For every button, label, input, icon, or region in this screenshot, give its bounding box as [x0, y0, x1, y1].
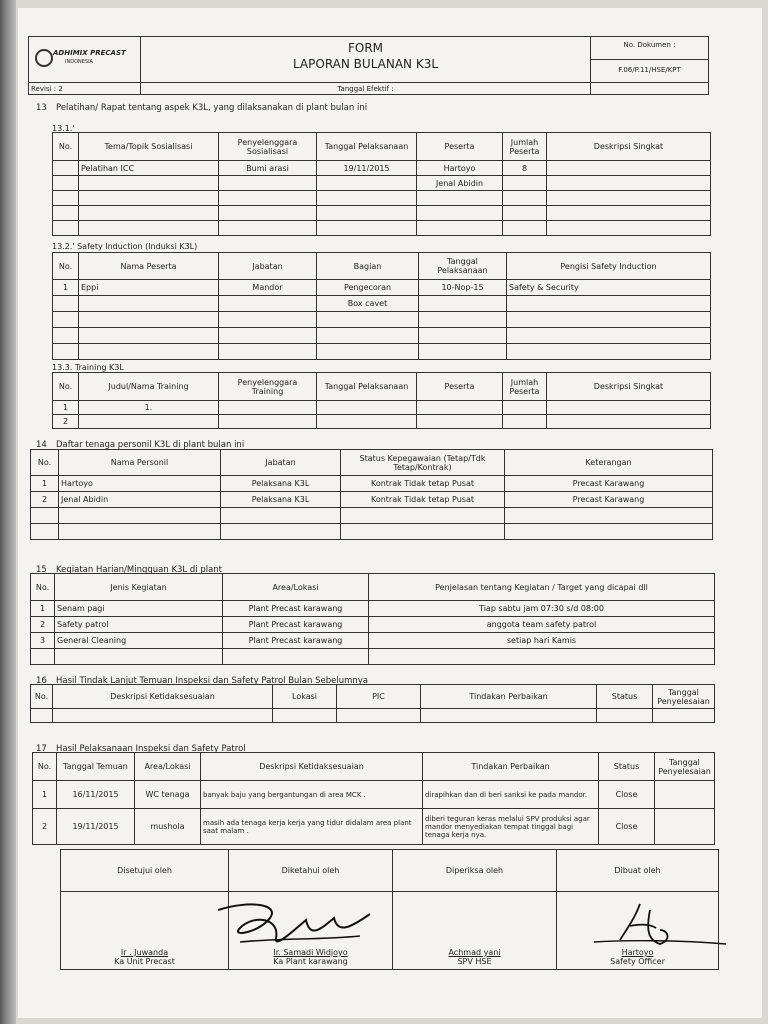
- section-15-title: Kegiatan Harian/Mingguan K3L di plant: [56, 565, 223, 575]
- training-table: [52, 132, 711, 236]
- col-no: No.: [31, 574, 55, 601]
- form-label: FORM: [347, 41, 384, 55]
- logo-icon: [35, 49, 53, 67]
- doc-number-label: No. Dokumen :: [591, 41, 708, 60]
- col-status: Status: [597, 685, 653, 709]
- col-action: Tindakan Perbaikan: [423, 753, 599, 781]
- section-13-1-label: 13.1.': [52, 124, 75, 133]
- table-row: 1 Senam pagi Plant Precast karawang Tiap sabtu jam 07:30 s/d 08:00: [31, 601, 715, 617]
- col-no: No.: [53, 253, 79, 280]
- induction-table: [52, 252, 711, 360]
- table-row: [53, 191, 711, 206]
- form-title: LAPORAN BULANAN K3L: [292, 57, 439, 71]
- col-position: Jabatan: [221, 450, 341, 476]
- col-section: Bagian: [317, 253, 419, 280]
- revision: Revisi : 2: [29, 83, 141, 95]
- col-no: No.: [33, 753, 57, 781]
- checker-name: Achmad yani: [448, 948, 501, 957]
- acknowledger-name: Ir. Samadi Widjoyo: [273, 948, 348, 957]
- col-inductor: Pengisi Safety Induction: [507, 253, 711, 280]
- signature-mark-safety-officer: [590, 900, 730, 954]
- signature-mark-plant-head: [210, 898, 380, 956]
- col-area: Area/Lokasi: [223, 574, 369, 601]
- section-17-title: Hasil Pelaksanaan Inspeksi dan Safety Patrol: [56, 744, 246, 754]
- col-name: Nama Peserta: [79, 253, 219, 280]
- section-13-2-label: 13.2.' Safety Induction (Induksi K3L): [52, 242, 198, 251]
- section-15-number: 15: [36, 565, 47, 575]
- col-organizer: Penyelenggara Training: [219, 373, 317, 401]
- table-row: 3 General Cleaning Plant Precast karawang setiap hari Kamis: [31, 633, 715, 649]
- col-no: No.: [53, 373, 79, 401]
- section-14-number: 14: [36, 440, 47, 450]
- section-17-number: 17: [36, 744, 47, 754]
- table-row: 1 1.: [53, 401, 711, 415]
- col-description: Deskripsi Singkat: [547, 373, 711, 401]
- table-row: [31, 508, 713, 524]
- approved-by-label: Disetujui oleh: [61, 850, 229, 892]
- col-completion-date: Tanggal Penyelesaian: [655, 753, 715, 781]
- training-k3l-table: [52, 372, 711, 429]
- table-row: 1 16/11/2015 WC tenaga banyak baju yang bergantungan di area MCK . dirapihkan dan di beri sanksi ke pada mandor. Close: [33, 781, 715, 809]
- col-pic: PIC: [337, 685, 421, 709]
- approver-title: Ka Unit Precast: [114, 957, 175, 966]
- logo-cell: [29, 37, 141, 83]
- col-area: Area/Lokasi: [135, 753, 201, 781]
- col-status: Status: [599, 753, 655, 781]
- col-activity: Jenis Kegiatan: [55, 574, 223, 601]
- section-13-title: Pelatihan/ Rapat tentang aspek K3L, yang dilaksanakan di plant bulan ini: [56, 103, 368, 113]
- col-title: Judul/Nama Training: [79, 373, 219, 401]
- activities-table: [30, 573, 715, 665]
- inspection-table: [32, 752, 715, 845]
- header-table: [28, 36, 709, 95]
- section-16-number: 16: [36, 676, 47, 686]
- followup-table: [30, 684, 715, 723]
- table-row: 1 Hartoyo Pelaksana K3L Kontrak Tidak tetap Pusat Precast Karawang: [31, 476, 713, 492]
- table-row: 2: [53, 415, 711, 429]
- approver-name: Ir . Juwanda: [120, 948, 169, 957]
- table-row: [53, 328, 711, 344]
- table-row: 2 Jenal Abidin Pelaksana K3L Kontrak Tidak tetap Pusat Precast Karawang: [31, 492, 713, 508]
- table-row: Jenal Abidin: [53, 176, 711, 191]
- maker-name: Hartoyo: [621, 948, 654, 957]
- section-14-title: Daftar tenaga personil K3L di plant bulan ini: [56, 440, 245, 450]
- logo-text: ADHIMIX PRECAST: [53, 49, 126, 57]
- table-row: [31, 649, 715, 665]
- section-16-title: Hasil Tindak Lanjut Temuan Inspeksi dan Safety Patrol Bulan Sebelumnya: [56, 676, 369, 686]
- title-cell: [141, 37, 591, 83]
- col-completion-date: Tanggal Penyelesaian: [653, 685, 715, 709]
- acknowledged-by-label: Diketahui oleh: [229, 850, 393, 892]
- col-date: Tanggal Pelaksanaan: [317, 373, 417, 401]
- doc-cell: [591, 37, 709, 83]
- col-explanation: Penjelasan tentang Kegiatan / Target yang dicapai dll: [369, 574, 715, 601]
- table-row: Pelatihan ICC Bumi arasi 19/11/2015 Hartoyo 8: [53, 161, 711, 176]
- col-date: Tanggal Pelaksanaan: [419, 253, 507, 280]
- col-no: No.: [31, 450, 59, 476]
- col-notes: Keterangan: [505, 450, 713, 476]
- table-row: [53, 206, 711, 221]
- table-row: [31, 524, 713, 540]
- checker-block: [393, 892, 557, 970]
- section-13-3-label: 13.3. Training K3L: [52, 363, 124, 372]
- personnel-table: [30, 449, 713, 540]
- col-date: Tanggal Pelaksanaan: [317, 133, 417, 161]
- col-location: Lokasi: [273, 685, 337, 709]
- col-status: Status Kepegawaian (Tetap/Tdk Tetap/Kontrak): [341, 450, 505, 476]
- col-description: Deskripsi Ketidaksesuaian: [53, 685, 273, 709]
- col-finding-date: Tanggal Temuan: [57, 753, 135, 781]
- col-no: No.: [53, 133, 79, 161]
- col-organizer: Penyelenggara Sosialisasi: [219, 133, 317, 161]
- col-participant: Peserta: [417, 133, 503, 161]
- effective-date: Tanggal Efektif :: [141, 83, 591, 95]
- acknowledger-title: Ka Plant karawang: [273, 957, 348, 966]
- table-row: 2 Safety patrol Plant Precast karawang anggota team safety patrol: [31, 617, 715, 633]
- doc-number: F.06/P.11/HSE/KPT: [618, 66, 681, 74]
- col-participant: Peserta: [417, 373, 503, 401]
- table-row: [53, 221, 711, 236]
- table-row: [53, 312, 711, 328]
- maker-title: Safety Officer: [610, 957, 665, 966]
- logo-sub: INDONESIA: [65, 59, 93, 65]
- col-count: Jumlah Peserta: [503, 133, 547, 161]
- col-description: Deskripsi Singkat: [547, 133, 711, 161]
- col-name: Nama Personil: [59, 450, 221, 476]
- col-position: Jabatan: [219, 253, 317, 280]
- col-count: Jumlah Peserta: [503, 373, 547, 401]
- col-description: Deskripsi Ketidaksesuaian: [201, 753, 423, 781]
- col-topic: Tema/Topik Sosialisasi: [79, 133, 219, 161]
- col-no: No.: [31, 685, 53, 709]
- checker-title: SPV HSE: [457, 957, 492, 966]
- made-by-label: Dibuat oleh: [557, 850, 719, 892]
- table-row: 1 Eppi Mandor Pengecoran 10-Nop-15 Safety & Security: [53, 280, 711, 296]
- table-row: [53, 344, 711, 360]
- table-row: 2 19/11/2015 mushola masih ada tenaga kerja kerja yang tidur didalam area plant saat malam . diberi teguran keras melalui SPV produksi agar mandor menyediakan tempat tinggal bagi tenaga kerja nya. Close: [33, 809, 715, 845]
- col-action: Tindakan Perbaikan: [421, 685, 597, 709]
- table-row: [31, 709, 715, 723]
- checked-by-label: Diperiksa oleh: [393, 850, 557, 892]
- scan-edge: [0, 0, 16, 1024]
- approver-block: [61, 892, 229, 970]
- section-13-number: 13: [36, 103, 47, 113]
- table-row: Box cavet: [53, 296, 711, 312]
